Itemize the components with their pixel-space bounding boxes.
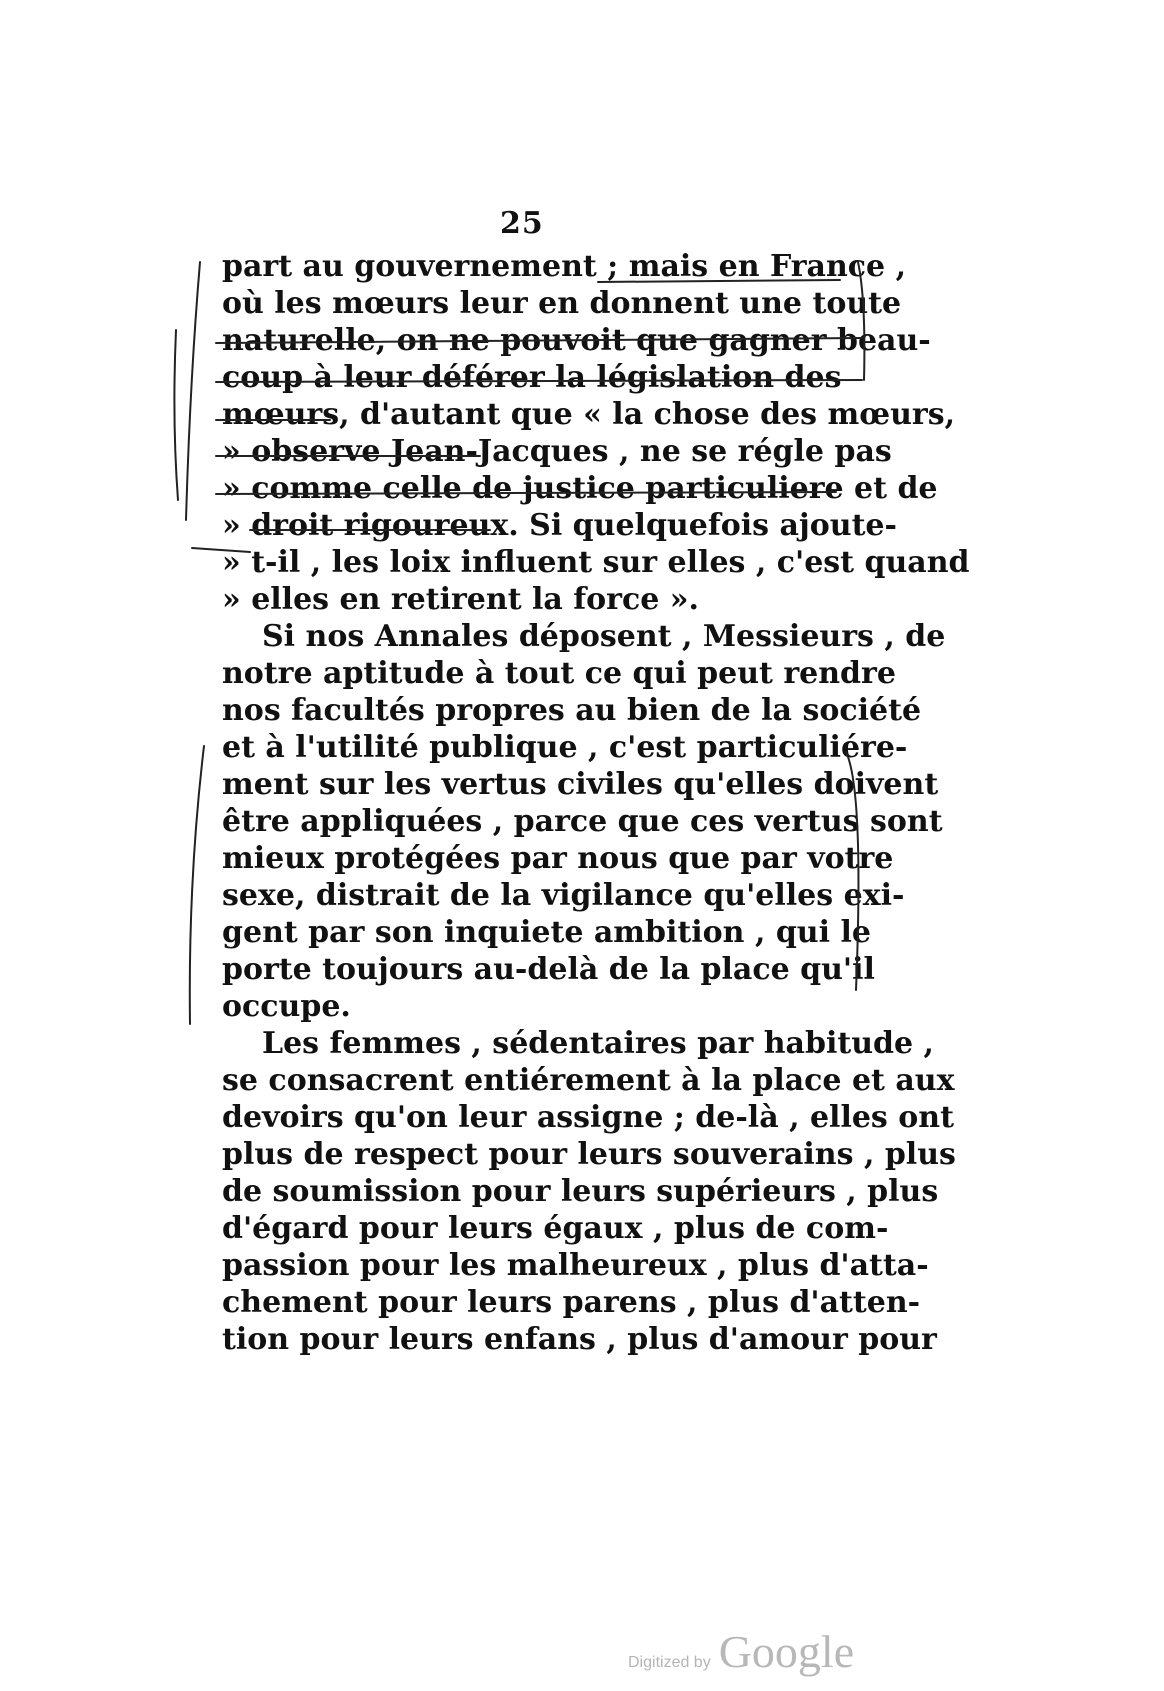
text-line: coup à leur déférer la législation des	[222, 360, 842, 395]
text-line: mieux protégées par nous que par votre	[222, 841, 894, 876]
text-line: passion pour les malheureux , plus d'atta-	[222, 1248, 929, 1283]
text-line: tion pour leurs enfans , plus d'amour pour	[222, 1322, 937, 1357]
text-line: devoirs qu'on leur assigne ; de-là , elles ont	[222, 1100, 954, 1135]
text-line: plus de respect pour leurs souverains , plus	[222, 1137, 956, 1172]
text-line: part au gouvernement ; mais en France ,	[222, 249, 907, 284]
digitization-watermark	[628, 1625, 854, 1678]
text-line: sexe, distrait de la vigilance qu'elles exi-	[222, 878, 905, 913]
text-line: où les mœurs leur en donnent une toute	[222, 286, 902, 321]
text-line: nos facultés propres au bien de la société	[222, 693, 922, 728]
paragraph-first-line: Si nos Annales déposent , Messieurs , de	[262, 619, 946, 654]
text-line: être appliquées , parce que ces vertus sont	[222, 804, 943, 839]
text-line: chement pour leurs parens , plus d'atten-	[222, 1285, 921, 1320]
margin-tick-left-top	[174, 330, 178, 500]
paragraph-first-line: Les femmes , sédentaires par habitude ,	[262, 1026, 934, 1061]
text-line: d'égard pour leurs égaux , plus de com-	[222, 1211, 889, 1246]
text-line: » elles en retirent la force ».	[222, 582, 699, 617]
text-line: » comme celle de justice particuliere et de	[222, 471, 938, 506]
google-logo: Google	[718, 1626, 855, 1677]
text-line: » droit rigoureux. Si quelquefois ajoute-	[222, 508, 897, 543]
body-text	[222, 248, 970, 1358]
text-line: naturelle, on ne pouvoit que gagner beau-	[222, 323, 931, 358]
text-line: se consacrent entiérement à la place et aux	[222, 1063, 955, 1098]
text-line: ment sur les vertus civiles qu'elles doivent	[222, 767, 939, 802]
margin-bracket-left-middle	[190, 746, 204, 1024]
text-line: gent par son inquiete ambition , qui le	[222, 915, 871, 950]
text-line: occupe.	[222, 989, 351, 1024]
text-line: et à l'utilité publique , c'est particuliére-	[222, 730, 908, 765]
text-line: de soumission pour leurs supérieurs , plus	[222, 1174, 939, 1209]
text-line: » t-il , les loix influent sur elles , c'est quand	[222, 545, 970, 580]
text-line: notre aptitude à tout ce qui peut rendre	[222, 656, 896, 691]
digitized-by-label: Digitized by	[628, 1654, 711, 1671]
text-line: mœurs, d'autant que « la chose des mœurs,	[222, 397, 956, 432]
page-number: 25	[500, 206, 544, 241]
text-line: porte toujours au-delà de la place qu'il	[222, 952, 875, 987]
text-line: » observe Jean-Jacques , ne se régle pas	[222, 434, 892, 469]
margin-bracket-left-top	[186, 262, 200, 520]
